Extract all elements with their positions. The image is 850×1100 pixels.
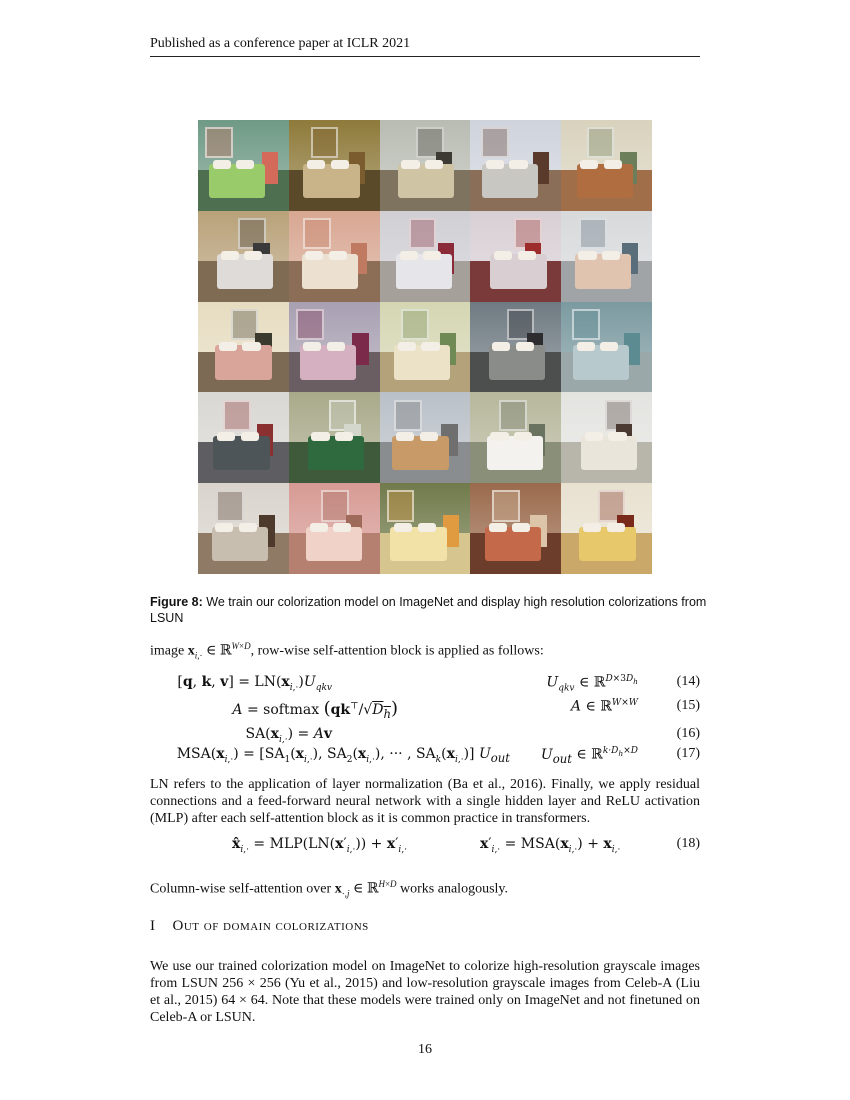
equation-16: $SA(x_{i,\cdot}) = Av$ (16): [245, 726, 700, 745]
figure-tile: [470, 483, 561, 574]
figure-tile: [289, 302, 380, 393]
figure-tile: [380, 483, 471, 574]
equation-14: [q, k, $v] = LN(x_{i,\cdot})U_{qkv}$ $U_{qkv}$ ∈ ℝ$^{D\times 3D_h}$ (14): [177, 674, 700, 694]
caption-text: We train our colorization model on ImageNet and display high resolution colorizations from LSUN: [150, 595, 707, 625]
paragraph-columnwise: Column-wise self-attention over $x_{\cdot,j}$ ∈ ℝ$^{H\times D}$ works analogously.: [150, 879, 508, 899]
paragraph-out-of-domain: We use our trained colorization model on ImageNet to colorize high-resolution grayscale images from LSUN 256 × 256 (Yu et al., 2015) and low-resolution grayscale images from Celeb-A (Liu et al., 2015) 64 × 64. Note that these models were trained only on ImageNet and not finetuned on Celeb-A or LSUN.: [150, 959, 700, 1025]
eq16-number: (16): [676, 726, 700, 741]
paragraph-rowwise-intro: image $x_{i,\cdot}$ ∈ ℝ$^{W\times D}$, row-wise self-attention block is applied as follows:: [150, 641, 544, 661]
paragraph-layernorm: LN refers to the application of layer normalization (Ba et al., 2016). Finally, we apply residual connections and a feed-forward neural network with a single hidden layer and ReLU activation (MLP) after each self-attention block as it is common practice in transformers.: [150, 777, 700, 826]
page-number: 16: [418, 1042, 432, 1057]
figure-tile: [380, 302, 471, 393]
figure-image-grid: [198, 120, 652, 574]
equation-17: $MSA(x_{i,\cdot}) = [SA_1(x_{i,\cdot})$, $SA_2(x_{i,\cdot})$, ··· , $SA_k(x_{i,\cdot})$] $U_{out}$ $U_{out}$ ∈ ℝ$^{k\cdot D_h\times D}$ (17): [176, 746, 700, 766]
figure-tile: [380, 211, 471, 302]
equation-18: $x̂_{i,\cdot} = MLP(LN(x'_{i,\cdot})) + x'_{i,\cdot}$ $x'_{i,\cdot} = MSA(x_{i,\cdot}) + x_{i,\cdot}$ (18): [232, 836, 700, 855]
figure-tile: [380, 120, 471, 211]
section-heading: [150, 918, 700, 935]
figure-tile: [289, 483, 380, 574]
figure-tile: [470, 392, 561, 483]
caption-label: Figure 8:: [150, 595, 203, 609]
figure-tile: [561, 302, 652, 393]
figure-tile: [198, 392, 289, 483]
running-header: Published as a conference paper at ICLR 2021: [150, 34, 700, 57]
figure-tile: [289, 120, 380, 211]
para1-pre: image: [150, 643, 188, 659]
figure-tile: [198, 120, 289, 211]
figure-tile: [198, 302, 289, 393]
figure-tile: [289, 392, 380, 483]
figure-tile: [470, 211, 561, 302]
eq18-number: (18): [676, 836, 700, 851]
eq15-number: (15): [676, 698, 700, 713]
figure-tile: [470, 120, 561, 211]
figure-tile: [380, 392, 471, 483]
figure-tile: [561, 211, 652, 302]
figure-tile: [289, 211, 380, 302]
para3-pre: Column-wise self-attention over: [150, 881, 335, 897]
eq17-number: (17): [676, 746, 700, 761]
para3-post: works analogously.: [396, 881, 508, 897]
equation-15: A = softmax $(qk^⊤/√D_h)$ A ∈ ℝ$^{W\times W}$ (15): [232, 698, 700, 721]
section-title: Out of domain colorizations: [172, 918, 369, 934]
figure-tile: [561, 120, 652, 211]
figure-tile: [198, 483, 289, 574]
figure-tile: [198, 211, 289, 302]
eq14-number: (14): [676, 674, 700, 689]
figure-tile: [561, 392, 652, 483]
figure-tile: [561, 483, 652, 574]
figure-caption: [150, 594, 710, 626]
para1-post: , row-wise self-attention block is applied as follows:: [250, 643, 544, 659]
figure-tile: [470, 302, 561, 393]
section-number: I: [150, 918, 156, 934]
